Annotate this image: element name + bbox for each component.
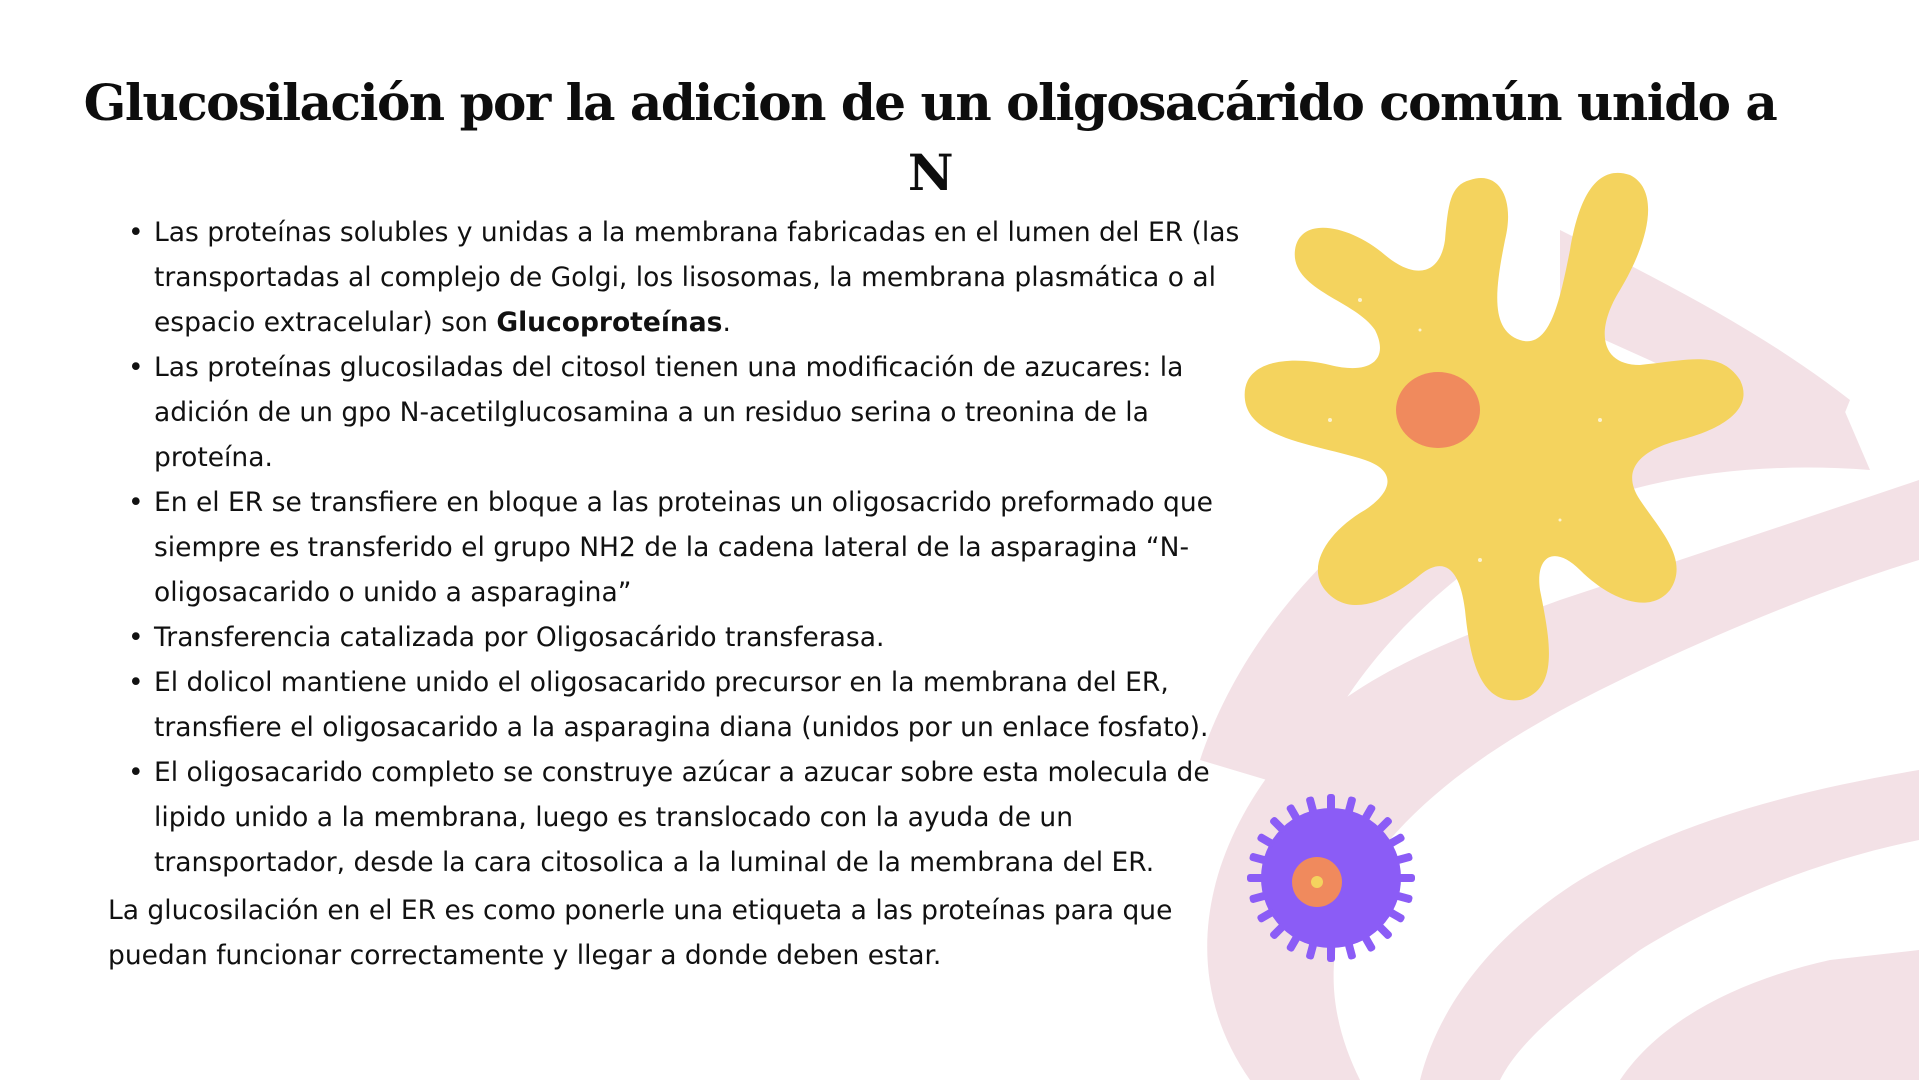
slide-title: Glucosilación por la adicion de un oligosacárido común unido a N xyxy=(83,73,1777,202)
bullet-text: En el ER se transfiere en bloque a las proteinas un oligosacrido preformado que siempre es transferido el grupo NH2 de la cadena lateral de la asparagina “N-oligosacarido o unido a asparagina” xyxy=(154,487,1213,608)
bullet-text: El oligosacarido completo se construye azúcar a azucar sobre esta molecula de lipido unido a la membrana, luego es translocado con la ayuda de un transportador, desde la cara citosolica a la luminal de la membrana del ER. xyxy=(154,757,1210,878)
bullet-text-end: . xyxy=(722,307,731,338)
bullet-item xyxy=(154,210,1264,345)
bullet-item xyxy=(154,345,1264,480)
bullet-text: Las proteínas solubles y unidas a la membrana fabricadas en el lumen del ER (las transportadas al complejo de Golgi, los lisosomas, la membrana plasmática o al espacio extracelular) son xyxy=(154,217,1240,338)
bullet-text: Las proteínas glucosiladas del citosol tienen una modificación de azucares: la adición de un gpo N-acetilglucosamina a un residuo serina o treonina de la proteína. xyxy=(154,352,1184,473)
bold-term: Glucoproteínas xyxy=(496,307,723,338)
closing-paragraph: La glucosilación en el ER es como ponerle una etiqueta a las proteínas para que puedan funcionar correctamente y llegar a donde deben estar. xyxy=(108,895,1173,971)
bullet-item xyxy=(154,660,1264,750)
purple-spiky-cell-icon xyxy=(1247,794,1415,962)
bullet-item xyxy=(154,480,1264,615)
bullet-list xyxy=(120,210,1264,885)
bullet-text: El dolicol mantiene unido el oligosacarido precursor en la membrana del ER, transfiere el oligosacarido a la asparagina diana (unidos por un enlace fosfato). xyxy=(154,667,1209,743)
bullet-item xyxy=(154,750,1264,885)
bullet-text: Transferencia catalizada por Oligosacárido transferasa. xyxy=(154,622,885,653)
bullet-item xyxy=(154,615,1264,660)
